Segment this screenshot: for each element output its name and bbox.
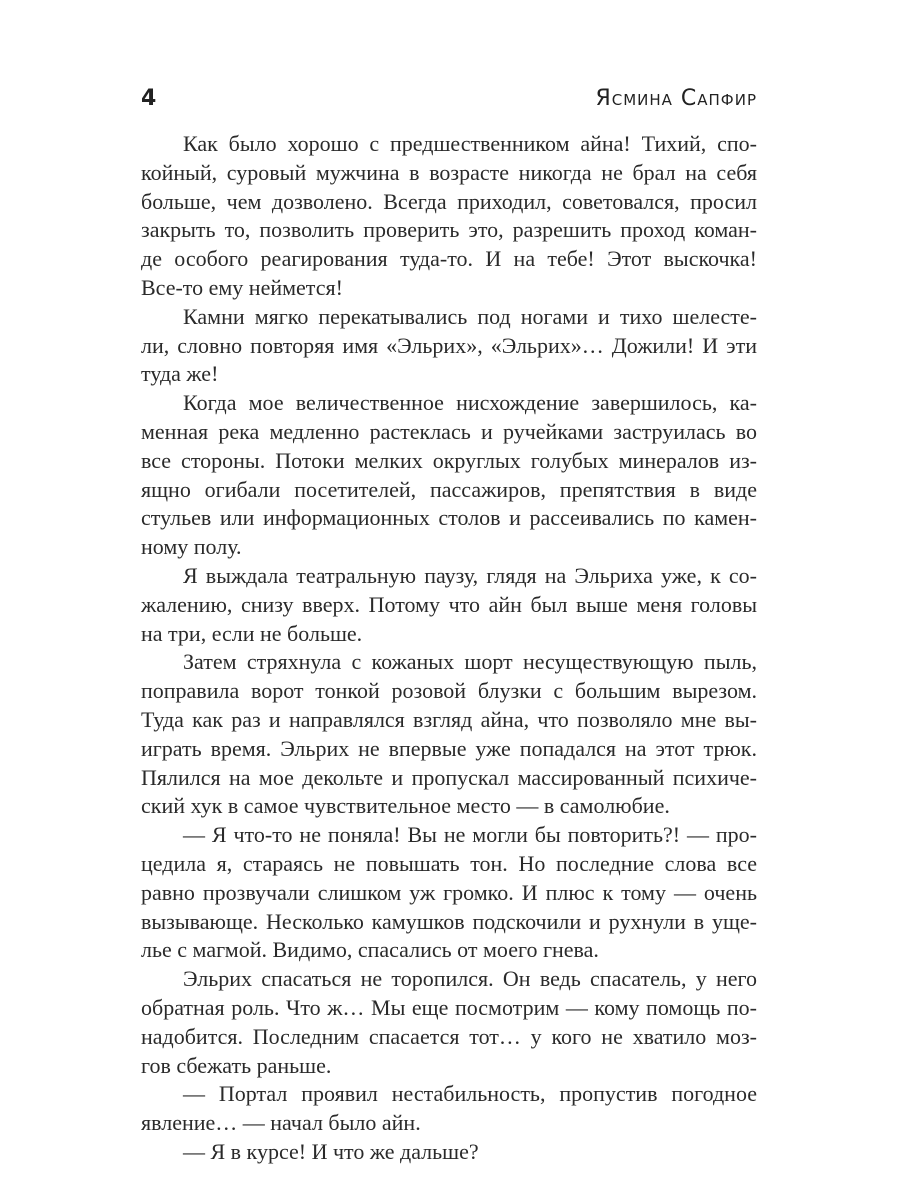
running-header-author: Ясмина Сапфир xyxy=(595,86,757,111)
text-line: менная река медленно растеклась и ручейками заструилась во xyxy=(141,418,757,444)
text-line: туда же! xyxy=(141,361,219,387)
text-line: больше, чем дозволено. Всегда приходил, советовался, просил xyxy=(141,188,757,214)
paragraph xyxy=(141,965,757,1080)
text-line: гов сбежать раньше. xyxy=(141,1052,332,1078)
paragraph xyxy=(141,562,757,648)
text-line: ли, словно повторяя имя «Эльрих», «Эльрих»… Дожили! И эти xyxy=(141,332,757,358)
text-line: ский хук в самое чувствительное место — в самолюбие. xyxy=(141,793,670,819)
text-line: — Я в курсе! И что же дальше? xyxy=(183,1138,479,1164)
text-line: ящно огибали посетителей, пассажиров, препятствия в виде xyxy=(141,476,757,502)
body-text xyxy=(141,130,757,1167)
paragraph xyxy=(141,821,757,965)
text-line: играть время. Эльрих не впервые уже попадался на этот трюк. xyxy=(141,735,757,761)
text-line: жалению, снизу вверх. Потому что айн был выше меня головы xyxy=(141,591,757,617)
text-line: стульев или информационных столов и рассеивались по камен- xyxy=(141,505,757,531)
page-number: 4 xyxy=(141,86,157,111)
text-line: равно прозвучали слишком уж громко. И плюс к тому — очень xyxy=(141,879,757,905)
text-line: явление… — начал было айн. xyxy=(141,1110,421,1136)
text-line: койный, суровый мужчина в возрасте никогда не брал на себя xyxy=(141,159,757,185)
text-line: Туда как раз и направлялся взгляд айна, что позволяло мне вы- xyxy=(141,706,757,732)
text-line: все стороны. Потоки мелких округлых голубых минералов из- xyxy=(141,447,757,473)
text-line: Пялился на мое декольте и пропускал массированный психиче- xyxy=(141,764,757,790)
text-line: надобится. Последним спасается тот… у кого не хватило моз- xyxy=(141,1023,757,1049)
paragraph xyxy=(141,1138,757,1167)
text-line: поправила ворот тонкой розовой блузки с большим вырезом. xyxy=(141,678,757,704)
text-line: де особого реагирования туда-то. И на тебе! Этот выскочка! xyxy=(141,246,757,272)
text-line: Камни мягко перекатывались под ногами и тихо шелесте- xyxy=(183,303,757,329)
text-line: Все-то ему неймется! xyxy=(141,274,343,300)
text-line: цедила я, стараясь не повышать тон. Но последние слова все xyxy=(141,850,757,876)
text-line: Я выждала театральную паузу, глядя на Эльриха уже, к со- xyxy=(183,562,757,588)
paragraph xyxy=(141,1080,757,1138)
paragraph xyxy=(141,648,757,821)
text-line: ному полу. xyxy=(141,534,242,560)
text-line: — Я что-то не поняла! Вы не могли бы повторить?! — про- xyxy=(183,822,757,848)
text-line: Затем стряхнула с кожаных шорт несуществующую пыль, xyxy=(183,649,757,675)
text-line: на три, если не больше. xyxy=(141,620,363,646)
paragraph xyxy=(141,303,757,389)
text-line: обратная роль. Что ж… Мы еще посмотрим — кому помощь по- xyxy=(141,994,757,1020)
text-line: — Портал проявил нестабильность, пропустив погодное xyxy=(183,1081,757,1107)
text-line: вызывающе. Несколько камушков подскочили и рухнули в уще- xyxy=(141,908,757,934)
text-line: Эльрих спасаться не торопился. Он ведь спасатель, у него xyxy=(183,966,757,992)
text-line: закрыть то, позволить проверить это, разрешить проход коман- xyxy=(141,217,757,243)
text-line: Когда мое величественное нисхождение завершилось, ка- xyxy=(183,390,757,416)
paragraph xyxy=(141,389,757,562)
text-line: лье с магмой. Видимо, спасались от моего гнева. xyxy=(141,937,599,963)
paragraph xyxy=(141,130,757,303)
text-line: Как было хорошо с предшественником айна! Тихий, спо- xyxy=(183,131,757,156)
